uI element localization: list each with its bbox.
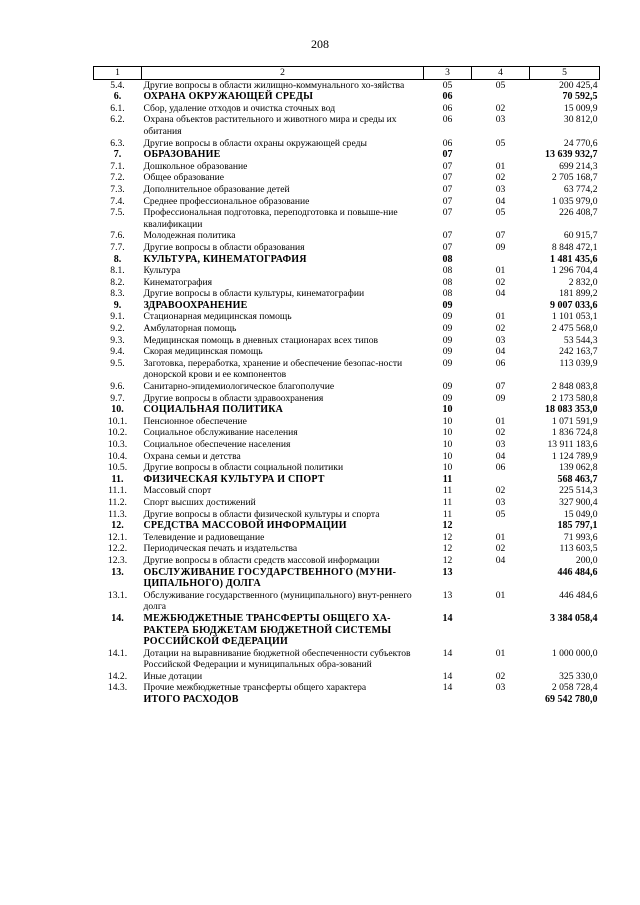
budget-table <box>93 66 600 706</box>
row-section: 06 <box>442 91 453 103</box>
row-code: 9.3. <box>110 334 125 346</box>
row-code: 10.2. <box>107 427 128 439</box>
row-code: 12.1. <box>107 531 128 543</box>
row-subsection: 05 <box>495 207 506 219</box>
row-amount: 8 848 472,1 <box>551 241 598 253</box>
row-name: Медицинская помощь в дневных стационарах всех типов <box>143 334 379 346</box>
row-section: 11 <box>442 508 453 520</box>
row-amount: 113 039,9 <box>559 357 598 369</box>
row-section: 07 <box>442 149 453 161</box>
row-name: СОЦИАЛЬНАЯ ПОЛИТИКА <box>143 404 284 416</box>
row-amount: 2 848 083,8 <box>551 381 598 393</box>
row-code: 7.3. <box>110 183 125 195</box>
table-row <box>94 671 600 683</box>
row-amount: 71 993,6 <box>563 531 598 543</box>
row-subsection <box>472 300 530 312</box>
row-amount: 242 163,7 <box>559 346 598 358</box>
row-subsection: 04 <box>495 554 506 566</box>
row-name: Молодежная политика <box>143 230 236 242</box>
row-subsection: 09 <box>495 392 506 404</box>
row-subsection: 01 <box>495 311 506 323</box>
row-name: Другие вопросы в области жилищно-коммунального хо-зяйства <box>143 79 405 91</box>
row-subsection: 03 <box>495 496 506 508</box>
row-section <box>424 694 472 706</box>
row-section: 08 <box>442 265 453 277</box>
row-section: 14 <box>442 612 453 624</box>
row-amount: 568 463,7 <box>557 473 598 485</box>
row-name: Прочие межбюджетные трансферты общего характера <box>143 682 367 694</box>
row-name: Другие вопросы в области культуры, кинематографии <box>143 288 365 300</box>
row-section: 05 <box>442 79 453 91</box>
row-name: Другие вопросы в области средств массовой информации <box>143 554 380 566</box>
row-section: 09 <box>442 346 453 358</box>
row-name: Общее образование <box>143 172 225 184</box>
row-subsection: 07 <box>495 230 506 242</box>
row-section: 06 <box>442 137 453 149</box>
table-row <box>94 555 600 567</box>
row-subsection: 03 <box>495 334 506 346</box>
row-code: 9.6. <box>110 381 125 393</box>
row-section: 13 <box>442 589 453 601</box>
table-header-row <box>94 67 600 80</box>
row-section: 07 <box>442 207 453 219</box>
row-amount: 225 514,3 <box>559 485 598 497</box>
row-code: 8. <box>113 253 122 265</box>
row-amount: 1 124 789,9 <box>551 450 598 462</box>
row-amount: 226 408,7 <box>559 207 598 219</box>
row-amount: 60 915,7 <box>563 230 598 242</box>
row-name: СРЕДСТВА МАССОВОЙ ИНФОРМАЦИИ <box>143 520 347 532</box>
header-col-1: 1 <box>94 67 142 80</box>
row-name: Другие вопросы в области охраны окружающей среды <box>143 137 367 149</box>
row-amount: 181 899,2 <box>559 288 598 300</box>
row-name: Другие вопросы в области образования <box>143 241 305 253</box>
row-code: 9.2. <box>110 323 125 335</box>
row-section: 09 <box>442 334 453 346</box>
row-amount: 139 062,8 <box>559 462 598 474</box>
row-name: ОБРАЗОВАНИЕ <box>143 149 221 161</box>
row-amount: 30 812,0 <box>563 114 598 126</box>
row-amount: 24 770,6 <box>563 137 598 149</box>
row-section: 07 <box>442 241 453 253</box>
section-row <box>94 254 600 266</box>
row-name: КУЛЬТУРА, КИНЕМАТОГРАФИЯ <box>143 253 307 265</box>
row-amount: 325 330,0 <box>559 670 598 682</box>
row-subsection: 04 <box>495 346 506 358</box>
row-code: 9.4. <box>110 346 125 358</box>
row-amount: 2 832,0 <box>568 276 598 288</box>
row-name: Заготовка, переработка, хранение и обеспечение безопас-ности донорской крови и ее компонентов <box>143 357 403 381</box>
row-name: Другие вопросы в области социальной политики <box>143 462 344 474</box>
row-name: Скорая медицинская помощь <box>143 346 263 358</box>
row-subsection: 02 <box>495 485 506 497</box>
row-subsection <box>472 694 530 706</box>
row-code: 11. <box>111 473 124 485</box>
row-section: 07 <box>442 230 453 242</box>
row-subsection <box>472 613 530 648</box>
row-section: 12 <box>442 543 453 555</box>
header-col-5: 5 <box>530 67 600 80</box>
row-name: Дотации на выравнивание бюджетной обеспеченности субъектов Российской Федерации и муниципальных обра-зований <box>143 647 411 671</box>
row-subsection: 01 <box>495 647 506 659</box>
table-row <box>94 184 600 196</box>
row-name: Другие вопросы в области здравоохранения <box>143 392 324 404</box>
table-row <box>94 358 600 381</box>
row-amount: 185 797,1 <box>557 520 598 532</box>
row-code: 6.2. <box>110 114 125 126</box>
row-amount: 699 214,3 <box>559 160 598 172</box>
row-name: Охрана объектов растительного и животного мира и среды их обитания <box>143 114 397 137</box>
row-name: Обслуживание государственного (муниципального) внут-реннего долга <box>143 589 412 613</box>
row-name: Профессиональная подготовка, переподготовка и повыше-ние квалификации <box>143 207 398 230</box>
row-subsection: 06 <box>495 462 506 474</box>
row-code: 11.2. <box>108 496 127 508</box>
row-name: Периодическая печать и издательства <box>143 543 298 555</box>
row-code: 10.3. <box>107 439 128 450</box>
row-section: 12 <box>442 554 453 566</box>
row-code: 8.1. <box>110 265 125 277</box>
row-section: 07 <box>442 172 453 184</box>
row-code: 7.2. <box>110 172 125 184</box>
row-code: 7. <box>113 149 122 161</box>
row-name: Сбор, удаление отходов и очистка сточных вод <box>143 102 336 114</box>
row-amount: 1 071 591,9 <box>551 415 598 427</box>
row-amount: 53 544,3 <box>563 334 598 346</box>
row-section: 09 <box>442 299 453 311</box>
row-code: 5.4. <box>110 79 125 91</box>
row-name: Пенсионное обеспечение <box>143 415 247 427</box>
row-code: 14.1. <box>107 647 128 659</box>
table-row <box>94 346 600 358</box>
table-row <box>94 114 600 137</box>
section-row <box>94 520 600 532</box>
row-code: 12. <box>111 520 124 532</box>
row-code: 12.2. <box>107 543 128 555</box>
row-subsection <box>472 254 530 266</box>
row-subsection: 02 <box>495 543 506 555</box>
table-row <box>94 532 600 544</box>
row-code: 10.4. <box>107 450 128 462</box>
row-subsection: 01 <box>495 265 506 277</box>
row-name: ИТОГО РАСХОДОВ <box>143 694 239 706</box>
row-name: Санитарно-эпидемиологическое благополучие <box>143 381 335 393</box>
table-row <box>94 161 600 173</box>
row-section: 10 <box>442 404 453 416</box>
section-row <box>94 613 600 648</box>
row-subsection <box>472 474 530 486</box>
row-code: 10.1. <box>107 415 128 427</box>
row-section: 09 <box>442 392 453 404</box>
table-row <box>94 335 600 347</box>
row-code: 7.4. <box>110 195 125 207</box>
row-amount: 13 911 183,6 <box>547 439 598 450</box>
row-section: 11 <box>442 473 453 485</box>
row-section: 09 <box>442 357 453 369</box>
row-name: МЕЖБЮДЖЕТНЫЕ ТРАНСФЕРТЫ ОБЩЕГО ХА-РАКТЕРА БЮДЖЕТАМ БЮДЖЕТНОЙ СИСТЕМЫ РОССИЙСКОЙ ФЕДЕРАЦИИ <box>143 612 392 648</box>
section-row <box>94 694 600 706</box>
row-name: Охрана семьи и детства <box>143 450 241 462</box>
row-name: Кинематография <box>143 276 213 288</box>
row-section: 10 <box>442 450 453 462</box>
row-name: Массовый спорт <box>143 485 212 497</box>
row-amount: 15 049,0 <box>563 508 598 520</box>
row-amount: 1 101 053,1 <box>551 311 598 323</box>
section-row <box>94 300 600 312</box>
table-row <box>94 648 600 671</box>
section-row <box>94 474 600 486</box>
table-row <box>94 196 600 208</box>
row-name: Иные дотации <box>143 670 203 682</box>
row-amount: 2 058 728,4 <box>551 682 598 694</box>
row-code: 12.3. <box>107 554 128 566</box>
row-subsection <box>472 91 530 103</box>
row-subsection: 02 <box>495 172 506 184</box>
row-name: Дополнительное образование детей <box>143 183 290 195</box>
row-section: 06 <box>442 114 453 126</box>
row-amount: 113 603,5 <box>559 543 598 555</box>
row-amount: 2 173 580,8 <box>551 392 598 404</box>
row-name: ЗДРАВООХРАНЕНИЕ <box>143 299 248 311</box>
row-section: 06 <box>442 102 453 114</box>
table-row <box>94 497 600 509</box>
row-section: 14 <box>442 670 453 682</box>
row-name: Дошкольное образование <box>143 160 248 172</box>
row-section: 10 <box>442 415 453 427</box>
row-code: 11.3. <box>108 508 127 520</box>
row-name: ОБСЛУЖИВАНИЕ ГОСУДАРСТВЕННОГО (МУНИ-ЦИПАЛЬНОГО) ДОЛГА <box>143 566 397 590</box>
row-subsection <box>472 567 530 590</box>
row-code: 10. <box>111 404 124 416</box>
row-section: 08 <box>442 276 453 288</box>
row-subsection: 02 <box>495 427 506 439</box>
row-subsection: 01 <box>495 531 506 543</box>
row-subsection <box>472 404 530 416</box>
row-section: 08 <box>442 253 453 265</box>
row-code: 14.3. <box>107 682 128 694</box>
row-code: 13. <box>111 566 124 578</box>
row-name: ФИЗИЧЕСКАЯ КУЛЬТУРА И СПОРТ <box>143 473 325 485</box>
row-section: 09 <box>442 381 453 393</box>
row-amount: 1 296 704,4 <box>551 265 598 277</box>
row-code: 9.7. <box>110 392 125 404</box>
table-row <box>94 416 600 428</box>
row-subsection: 01 <box>495 589 506 601</box>
row-amount: 3 384 058,4 <box>550 612 598 624</box>
row-subsection: 03 <box>495 114 506 126</box>
table-row <box>94 230 600 242</box>
table-row <box>94 323 600 335</box>
table-row <box>94 381 600 393</box>
row-code: 7.5. <box>110 207 125 219</box>
header-col-4: 4 <box>472 67 530 80</box>
row-name: Телевидение и радиовещание <box>143 531 265 543</box>
row-name: ОХРАНА ОКРУЖАЮЩЕЙ СРЕДЫ <box>143 91 314 103</box>
row-amount: 446 484,6 <box>557 566 598 578</box>
row-subsection: 06 <box>495 357 506 369</box>
row-name: Стационарная медицинская помощь <box>143 311 292 323</box>
page-number: 208 <box>311 37 329 51</box>
row-amount: 2 475 568,0 <box>551 323 598 335</box>
section-row <box>94 91 600 103</box>
table-row <box>94 682 600 694</box>
row-subsection: 01 <box>495 415 506 427</box>
row-code: 8.3. <box>110 288 125 300</box>
row-amount: 2 705 168,7 <box>551 172 598 184</box>
table-row <box>94 242 600 254</box>
row-subsection: 04 <box>495 195 506 207</box>
table-row <box>94 277 600 289</box>
table-row <box>94 393 600 405</box>
row-section: 11 <box>442 485 453 497</box>
header-col-2: 2 <box>142 67 424 80</box>
row-subsection: 04 <box>495 288 506 300</box>
row-section: 07 <box>442 160 453 172</box>
row-amount: 1 481 435,6 <box>550 253 598 265</box>
table-row <box>94 79 600 91</box>
table-row <box>94 462 600 474</box>
row-subsection: 05 <box>495 137 506 149</box>
row-amount: 1 000 000,0 <box>551 647 598 659</box>
row-code: 8.2. <box>110 276 125 288</box>
row-code: 11.1. <box>108 485 127 497</box>
row-subsection: 03 <box>495 682 506 694</box>
table-row <box>94 509 600 521</box>
row-code: 9. <box>113 299 122 311</box>
row-subsection: 02 <box>495 276 506 288</box>
row-code: 6.1. <box>110 102 125 114</box>
row-amount: 63 774,2 <box>563 183 598 195</box>
row-amount: 200,0 <box>575 554 598 566</box>
row-subsection: 02 <box>495 670 506 682</box>
row-section: 14 <box>442 682 453 694</box>
row-subsection: 03 <box>495 183 506 195</box>
row-name: Социальное обеспечение населения <box>143 439 291 450</box>
section-row <box>94 567 600 590</box>
row-code: 7.6. <box>110 230 125 242</box>
row-code: 9.5. <box>110 357 125 369</box>
row-amount: 446 484,6 <box>559 589 598 601</box>
row-name: Среднее профессиональное образование <box>143 195 310 207</box>
row-subsection: 07 <box>495 381 506 393</box>
header-col-3: 3 <box>424 67 472 80</box>
row-amount: 9 007 033,6 <box>550 299 598 311</box>
row-section: 12 <box>442 531 453 543</box>
row-subsection: 05 <box>495 508 506 520</box>
table-row <box>94 265 600 277</box>
row-subsection <box>472 149 530 161</box>
row-code: 6. <box>113 91 122 103</box>
row-section: 08 <box>442 288 453 300</box>
table-row <box>94 543 600 555</box>
table-row <box>94 427 600 439</box>
row-subsection: 02 <box>495 323 506 335</box>
row-section: 07 <box>442 195 453 207</box>
row-amount: 69 542 780,0 <box>545 694 598 706</box>
row-subsection: 03 <box>495 439 506 450</box>
row-code: 14. <box>111 612 124 624</box>
row-code: 10.5. <box>107 462 128 474</box>
row-subsection: 02 <box>495 102 506 114</box>
row-section: 13 <box>442 566 453 578</box>
row-subsection: 09 <box>495 241 506 253</box>
row-section: 07 <box>442 183 453 195</box>
table-row <box>94 138 600 150</box>
row-name: Амбулаторная помощь <box>143 323 237 335</box>
row-amount: 13 639 932,7 <box>545 149 598 161</box>
row-subsection: 01 <box>495 160 506 172</box>
row-section: 11 <box>442 496 453 508</box>
table-row <box>94 288 600 300</box>
row-name: Культура <box>143 265 181 277</box>
table-row <box>94 103 600 115</box>
row-code: 9.1. <box>110 311 125 323</box>
section-row <box>94 149 600 161</box>
row-subsection: 05 <box>495 79 506 91</box>
row-code: 7.7. <box>110 241 125 253</box>
row-code: 14.2. <box>107 670 128 682</box>
row-code: 6.3. <box>110 137 125 149</box>
row-name: Другие вопросы в области физической культуры и спорта <box>143 508 380 520</box>
row-code <box>94 694 142 706</box>
table-row <box>94 439 600 451</box>
row-name: Спорт высших достижений <box>143 496 256 508</box>
row-code: 7.1. <box>110 160 125 172</box>
row-section: 10 <box>442 427 453 439</box>
row-section: 10 <box>442 462 453 474</box>
row-subsection: 04 <box>495 450 506 462</box>
row-name: Социальное обслуживание населения <box>143 427 298 439</box>
row-amount: 1 035 979,0 <box>551 195 598 207</box>
row-amount: 70 592,5 <box>562 91 598 103</box>
row-subsection <box>472 520 530 532</box>
table-body <box>94 79 600 706</box>
table-row <box>94 207 600 230</box>
row-section: 09 <box>442 323 453 335</box>
row-amount: 1 836 724,8 <box>551 427 598 439</box>
row-amount: 200 425,4 <box>559 79 598 91</box>
row-amount: 327 900,4 <box>559 496 598 508</box>
table-row <box>94 590 600 613</box>
row-section: 09 <box>442 311 453 323</box>
row-section: 14 <box>442 647 453 659</box>
row-section: 12 <box>442 520 453 532</box>
row-amount: 18 083 353,0 <box>545 404 598 416</box>
row-code: 13.1. <box>107 589 128 601</box>
section-row <box>94 404 600 416</box>
table-row <box>94 311 600 323</box>
row-section: 10 <box>442 439 453 450</box>
row-amount: 15 009,9 <box>563 102 598 114</box>
table-row <box>94 485 600 497</box>
table-row <box>94 451 600 463</box>
table-row <box>94 172 600 184</box>
